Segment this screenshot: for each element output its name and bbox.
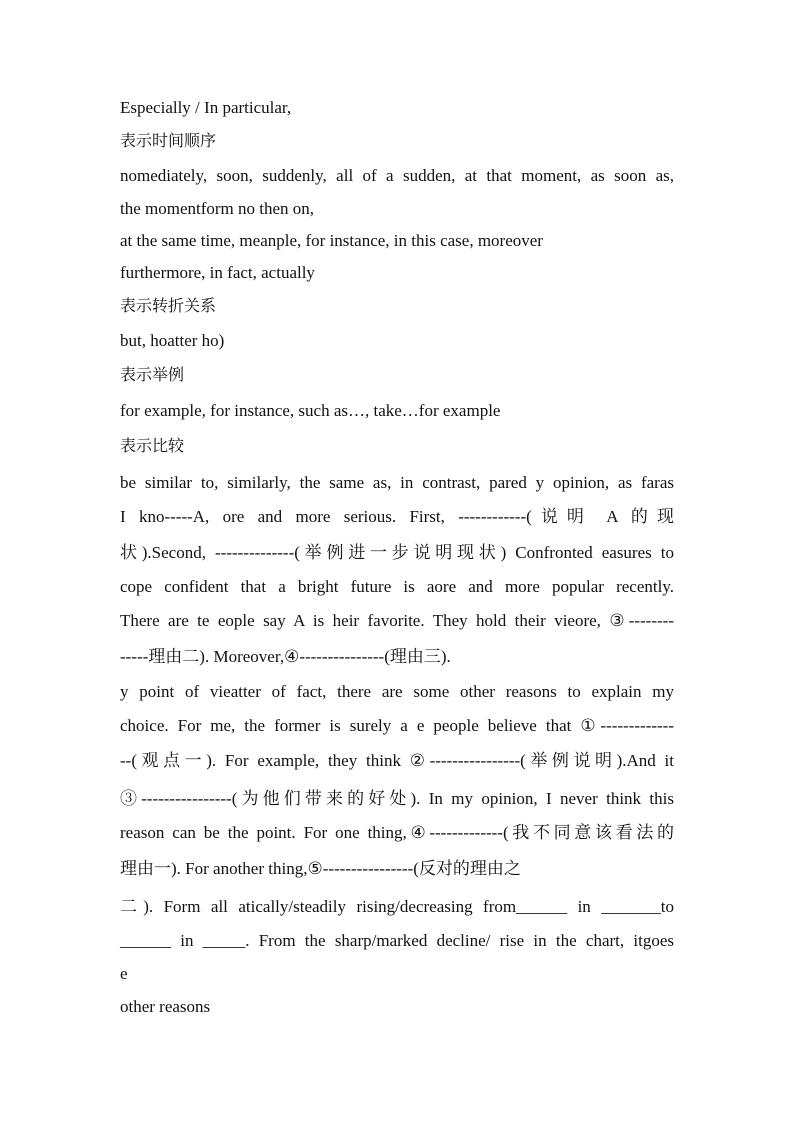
text-line: furthermore, in fact, actually	[120, 263, 315, 282]
text-line: ______ in _____. From the sharp/marked decline/ rise in the chart, itgoes	[120, 931, 674, 950]
text-line: 理由一). For another thing,⑤----------------(反对的理由之	[120, 859, 521, 878]
text-line: --(观点一). For example, they think ②----------------(举例说明).And it	[120, 751, 674, 770]
section-heading: 表示比较	[120, 436, 185, 455]
section-heading: 表示转折关系	[120, 296, 217, 315]
text-line: e	[120, 964, 128, 983]
section-heading: 表示时间顺序	[120, 131, 217, 150]
text-line: There are te eople say A is heir favorite. They hold their vieore, ③--------	[120, 611, 674, 630]
text-line: be similar to, similarly, the same as, in contrast, pared y opinion, as faras	[120, 473, 674, 492]
text-line: cope confident that a bright future is aore and more popular recently.	[120, 577, 674, 596]
text-line: I kno-----A, ore and more serious. First, ------------(说明 A 的现	[120, 507, 674, 526]
text-line: for example, for instance, such as…, take…for example	[120, 401, 501, 420]
text-line: nomediately, soon, suddenly, all of a sudden, at that moment, as soon as,	[120, 166, 674, 185]
text-line: y point of vieatter of fact, there are some other reasons to explain my	[120, 682, 674, 701]
text-line: -----理由二). Moreover,④---------------(理由三).	[120, 647, 451, 666]
text-line: 二). Form all atically/steadily rising/decreasing from______ in _______to	[120, 897, 674, 916]
text-line: other reasons	[120, 997, 211, 1016]
text-line: 状).Second, --------------(举例进一步说明现状) Confronted easures to	[120, 543, 674, 562]
text-line: the momentform no then on,	[120, 199, 315, 218]
section-heading: 表示举例	[120, 365, 185, 384]
text-line: reason can be the point. For one thing,④-------------(我不同意该看法的	[120, 823, 674, 842]
text-line: at the same time, meanple, for instance, in this case, moreover	[120, 231, 543, 250]
text-line: choice. For me, the former is surely a e people believe that ①-------------	[120, 716, 674, 735]
text-line: ③----------------(为他们带来的好处). In my opinion, I never think this	[120, 789, 674, 808]
text-line: but, hoatter ho)	[120, 331, 225, 350]
text-line: Especially / In particular,	[120, 98, 292, 117]
